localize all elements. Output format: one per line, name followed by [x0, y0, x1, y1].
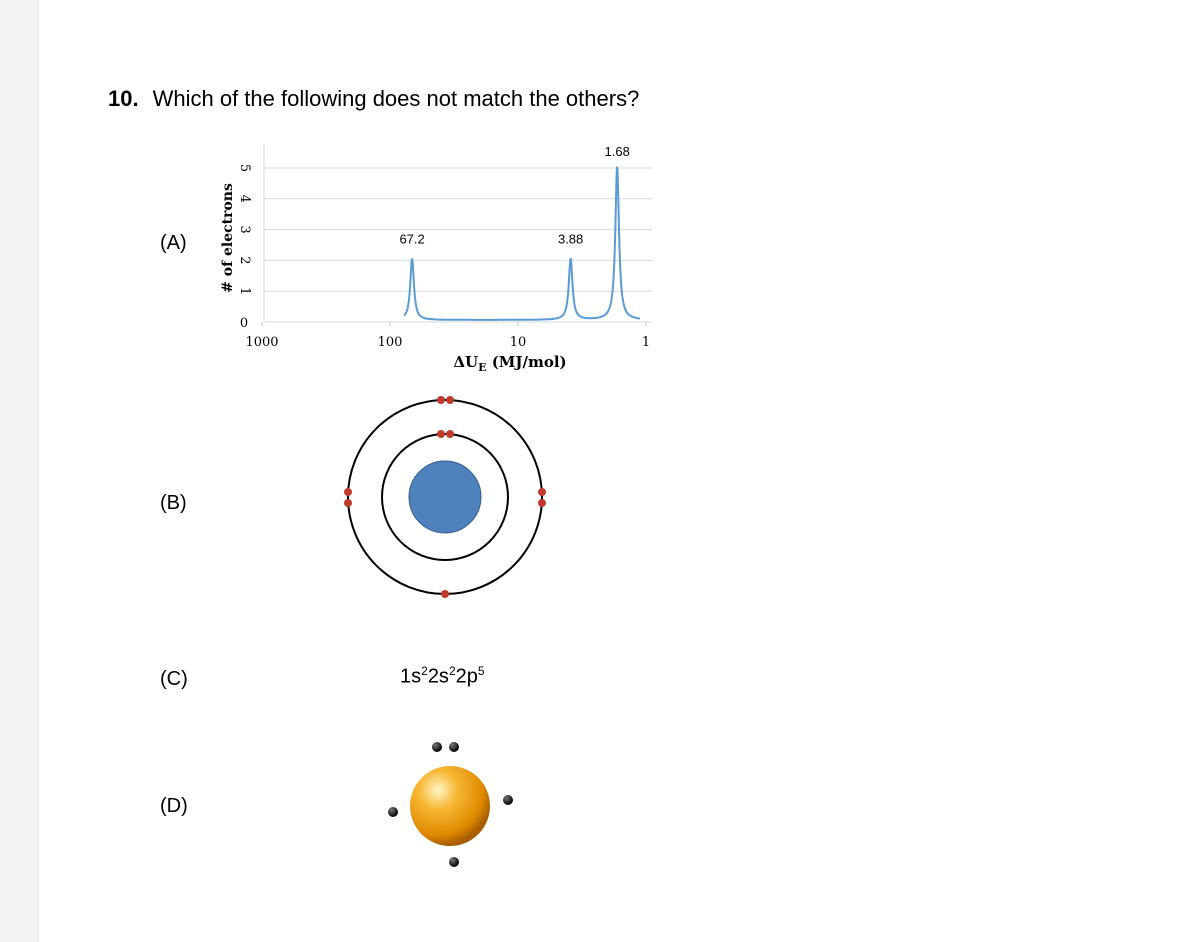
- x-tick-label: 1: [641, 335, 651, 350]
- valence-electron: [449, 742, 459, 752]
- peak-label: 3.88: [557, 231, 584, 247]
- peak-label: 67.2: [399, 231, 425, 247]
- option-a-label[interactable]: (A): [160, 232, 187, 254]
- x-axis-label: $\Delta U_E$ (MJ/mol): [453, 353, 567, 374]
- question-text: Which of the following does not match the others?: [152, 86, 640, 111]
- x-tick-label: 10: [509, 335, 527, 350]
- valence-electron: [503, 795, 513, 805]
- question-number: 10.: [108, 86, 139, 111]
- config-1s: 1s: [400, 665, 422, 688]
- peak-label: 1.68: [604, 144, 630, 159]
- option-d-label[interactable]: (D): [160, 795, 188, 817]
- y-axis-label: # of electrons: [220, 183, 236, 293]
- option-c-label[interactable]: (C): [160, 668, 188, 690]
- config-2p: 2p: [455, 665, 478, 688]
- y-tick-label: 5: [237, 163, 252, 173]
- x-tick-label: 1000: [245, 335, 279, 350]
- y-tick-label: 3: [237, 225, 252, 234]
- y-tick-label: 1: [237, 287, 252, 296]
- y-tick-label: 2: [237, 256, 252, 265]
- config-2s: 2s: [427, 665, 449, 688]
- valence-electron: [432, 742, 442, 752]
- config-2s-count: 2: [448, 664, 456, 678]
- option-b-label[interactable]: (B): [160, 492, 187, 514]
- valence-electron: [449, 857, 459, 867]
- x-tick-label: 100: [377, 335, 403, 350]
- valence-electron: [388, 807, 398, 817]
- config-1s-count: 2: [421, 664, 428, 678]
- config-2p-count: 5: [477, 664, 485, 678]
- atom-core: [410, 766, 490, 846]
- y-tick-label: 0: [239, 316, 249, 331]
- y-tick-label: 4: [237, 194, 252, 203]
